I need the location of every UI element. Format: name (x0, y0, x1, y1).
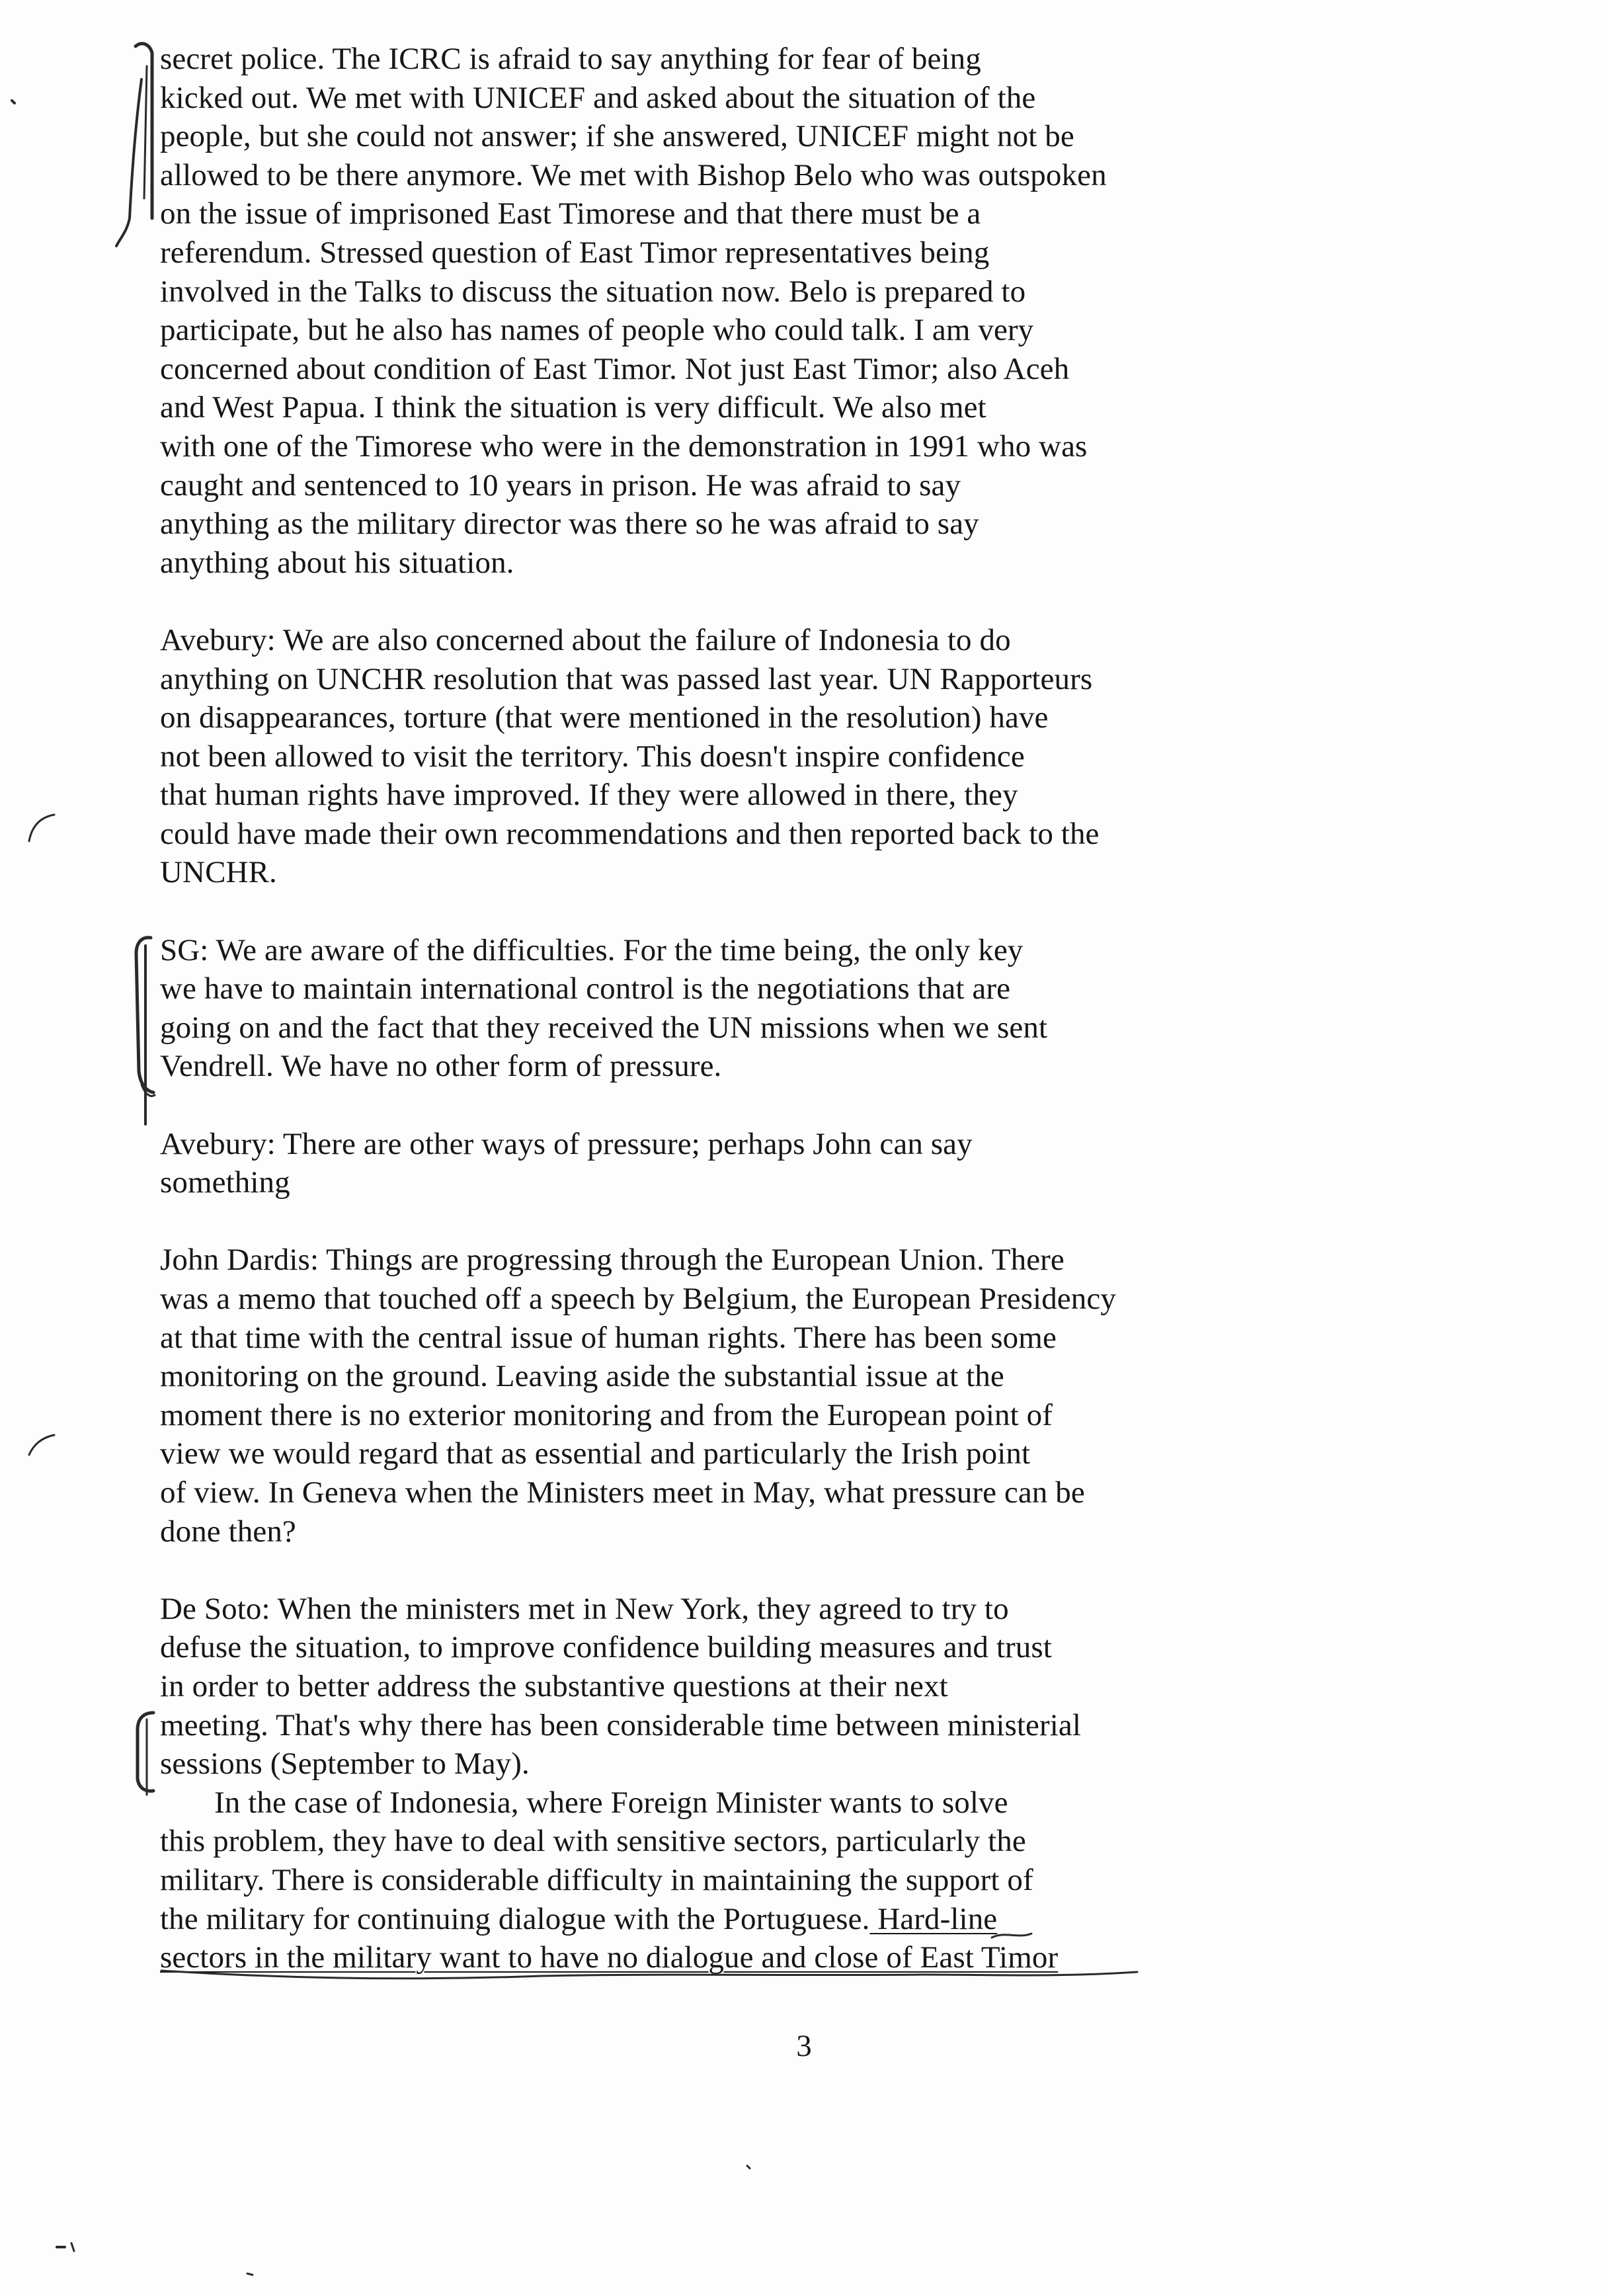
text-line: something (160, 1165, 290, 1200)
paragraph-5 (160, 1241, 1436, 1551)
underlined-text: Hard-line (869, 1901, 998, 1936)
text-line: of view. In Geneva when the Ministers meet in May, what pressure can be (160, 1475, 1085, 1510)
text-line: sessions (September to May). (160, 1746, 530, 1782)
text-line: secret police. The ICRC is afraid to say anything for fear of being (160, 42, 981, 76)
margin-curve-mark (29, 1435, 54, 1455)
text-line: this problem, they have to deal with sensitive sectors, particularly the (160, 1824, 1026, 1859)
page-number: 3 (796, 2029, 812, 2063)
paragraph-4 (160, 1125, 1436, 1202)
margin-bracket-mark (136, 44, 152, 218)
margin-dot-mark (247, 2274, 253, 2275)
text-line: view we would regard that as essential and particularly the Irish point (160, 1436, 1031, 1471)
text-line: military. There is considerable difficulty in maintaining the support of (160, 1862, 1033, 1897)
text-line: done then? (160, 1514, 296, 1549)
margin-dot-mark (71, 2243, 74, 2251)
text-line: Avebury: We are also concerned about the failure of Indonesia to do (160, 622, 1011, 657)
text-line: allowed to be there anymore. We met with Bishop Belo who was outspoken (160, 157, 1107, 192)
text-line: In the case of Indonesia, where Foreign Minister wants to solve (214, 1785, 1008, 1820)
paragraph-3 (160, 931, 1436, 1086)
text-line: defuse the situation, to improve confidence building measures and trust (160, 1630, 1052, 1665)
text-line: UNCHR. (160, 855, 277, 890)
paragraph-2 (160, 621, 1436, 892)
text-line: anything about his situation. (160, 545, 514, 580)
margin-bracket-mark (144, 66, 147, 198)
text-line: concerned about condition of East Timor. Not just East Timor; also Aceh (160, 351, 1070, 386)
text-line: that human rights have improved. If they were allowed in there, they (160, 778, 1018, 813)
text-line: with one of the Timorese who were in the demonstration in 1991 who was (160, 429, 1088, 464)
text-line: and West Papua. I think the situation is very difficult. We also met (160, 390, 986, 425)
text-line: Avebury: There are other ways of pressure; perhaps John can say (160, 1126, 973, 1161)
text-line: not been allowed to visit the territory. This doesn't inspire confidence (160, 739, 1025, 774)
text-line: caught and sentenced to 10 years in prison. He was afraid to say (160, 468, 961, 503)
text-line: on disappearances, torture (that were mentioned in the resolution) have (160, 700, 1049, 735)
text-line: referendum. Stressed question of East Timor representatives being (160, 235, 990, 270)
paragraph-7 (160, 1784, 1436, 1977)
text-line: kicked out. We met with UNICEF and asked about the situation of the (160, 80, 1036, 115)
margin-curve-mark (29, 815, 54, 841)
text-line: John Dardis: Things are progressing through the European Union. There (160, 1243, 1065, 1278)
paragraph-6 (160, 1590, 1436, 1784)
margin-bracket-mark (138, 1713, 153, 1791)
text-line: people, but she could not answer; if she answered, UNICEF might not be (160, 119, 1074, 154)
margin-bracket-mark (116, 79, 141, 246)
text-line: moment there is no exterior monitoring and from the European point of (160, 1397, 1053, 1432)
text-line: at that time with the central issue of human rights. There has been some (160, 1320, 1057, 1355)
margin-dot-mark (12, 101, 15, 103)
text-line: anything on UNCHR resolution that was passed last year. UN Rapporteurs (160, 661, 1093, 696)
text-segment: the military for continuing dialogue with the Portuguese. (160, 1901, 870, 1936)
text-line: could have made their own recommendations and then reported back to the (160, 816, 1100, 851)
text-line: anything as the military director was there so he was afraid to say (160, 507, 979, 542)
underlined-text-line: sectors in the military want to have no dialogue and close of East Timor (160, 1940, 1059, 1975)
text-line: going on and the fact that they received the UN missions when we sent (160, 1010, 1048, 1045)
text-line: in order to better address the substantive questions at their next (160, 1668, 948, 1703)
text-line: meeting. That's why there has been considerable time between ministerial (160, 1707, 1082, 1742)
margin-bracket-mark (141, 1085, 155, 1096)
text-line: Vendrell. We have no other form of pressure. (160, 1049, 722, 1084)
document-body (160, 40, 1436, 1977)
text-line: was a memo that touched off a speech by Belgium, the European Presidency (160, 1282, 1116, 1316)
text-line: involved in the Talks to discuss the situation now. Belo is prepared to (160, 274, 1026, 309)
text-line: monitoring on the ground. Leaving aside the substantial issue at the (160, 1359, 1004, 1394)
text-line: De Soto: When the ministers met in New York, they agreed to try to (160, 1591, 1009, 1626)
margin-bracket-mark (136, 938, 153, 1092)
text-line: participate, but he also has names of people who could talk. I am very (160, 313, 1034, 348)
text-line (160, 1900, 1436, 1939)
text-line: we have to maintain international control is the negotiations that are (160, 971, 1011, 1006)
margin-dot-mark (747, 2166, 750, 2168)
paragraph-1 (160, 40, 1436, 582)
text-line: on the issue of imprisoned East Timorese and that there must be a (160, 196, 981, 231)
text-line: SG: We are aware of the difficulties. For the time being, the only key (160, 932, 1024, 967)
